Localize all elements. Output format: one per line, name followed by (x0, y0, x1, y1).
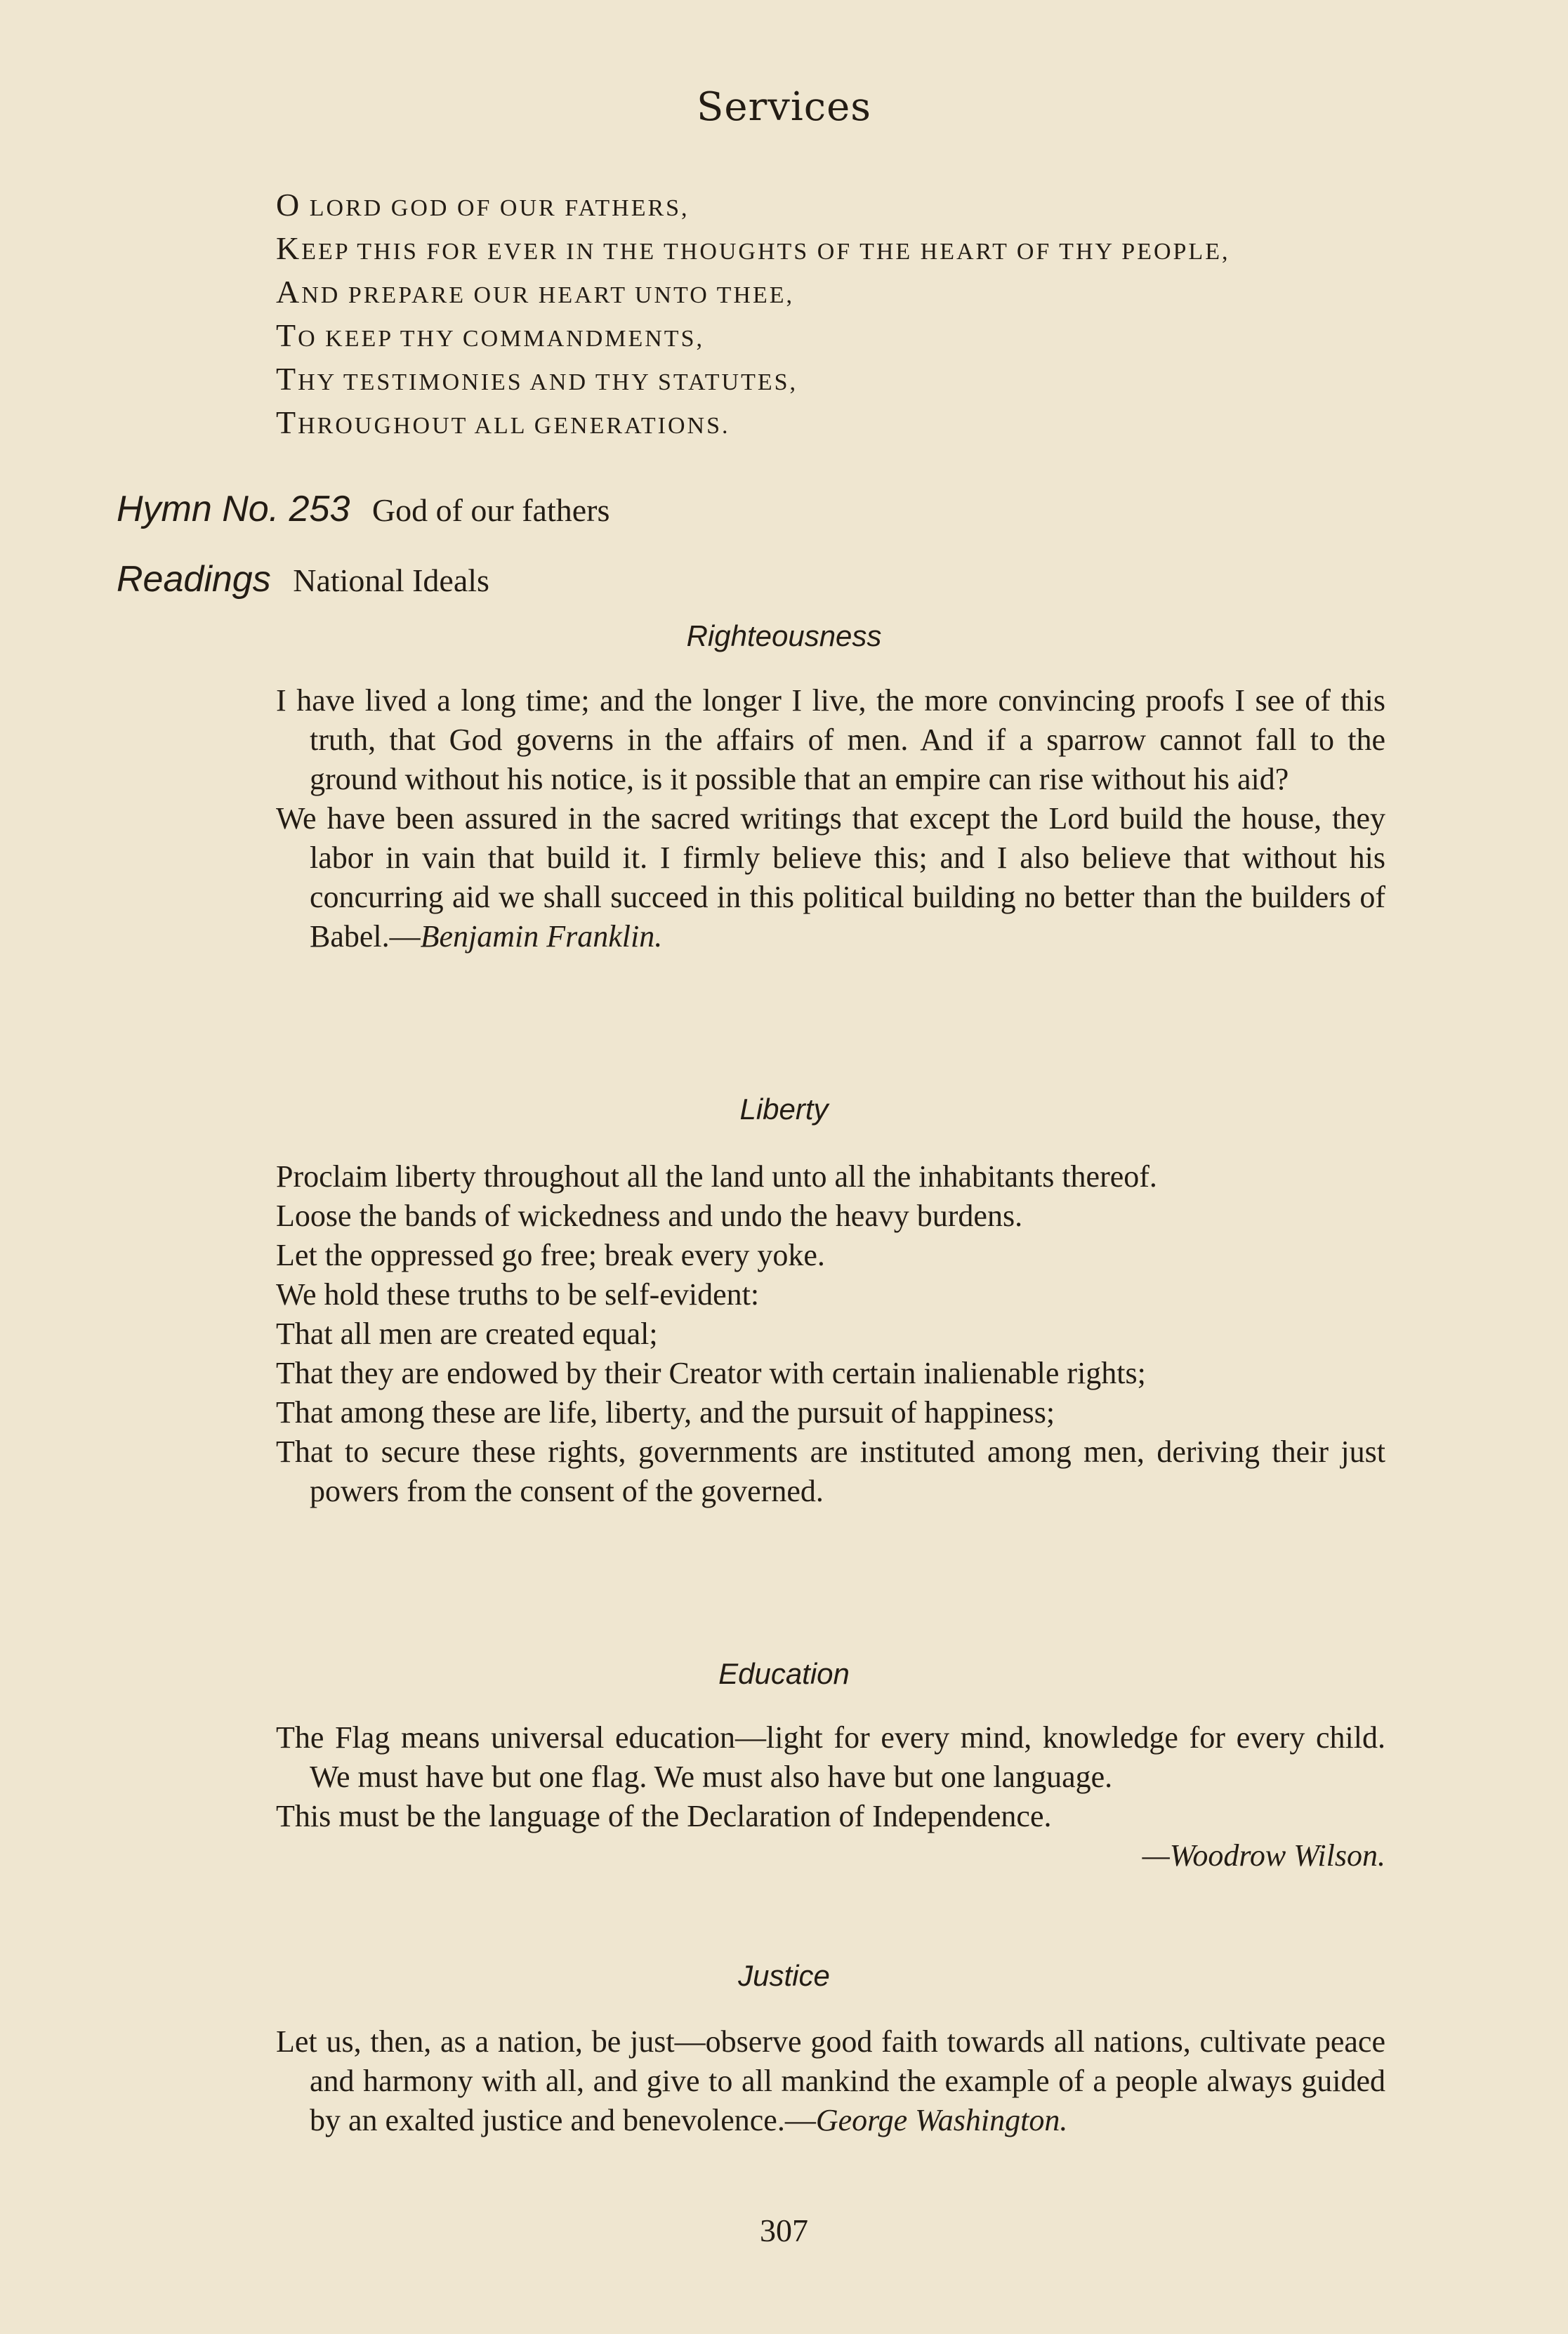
prayer-line: TO KEEP THY COMMANDMENTS, (276, 317, 704, 353)
section-justice (276, 2022, 1385, 2140)
paragraph: That to secure these rights, governments are instituted among men, deriving their just powers from the consent of the governed. (276, 1435, 1385, 1508)
section-righteousness (276, 681, 1385, 956)
prayer-line: KEEP THIS FOR EVER IN THE THOUGHTS OF THE HEART OF THY PEOPLE, (276, 230, 1230, 266)
paragraph: Let us, then, as a nation, be just—observe good faith towards all nations, cultivate peace and harmony with all, and give to all mankind the example of a people always guided by an exalted justice and benevolence.—George Washington. (276, 2024, 1385, 2137)
section-heading: Education (718, 1657, 850, 1690)
section-heading: Righteousness (686, 619, 882, 652)
paragraph: We hold these truths to be self-evident: (276, 1277, 760, 1312)
section-liberty (276, 1157, 1385, 1511)
prayer-line: AND PREPARE OUR HEART UNTO THEE, (276, 274, 794, 310)
paragraph: That all men are created equal; (276, 1317, 658, 1351)
readings-title: National Ideals (293, 562, 489, 598)
section-heading: Liberty (739, 1093, 829, 1126)
attribution: George Washington. (815, 2103, 1068, 2137)
prayer-block (276, 185, 1435, 446)
paragraph: I have lived a long time; and the longer I live, the more convincing proofs I see of this truth, that God governs in the affairs of men. And if a sparrow cannot fall to the ground without his notice, is it possible that an empire can rise without his aid? (276, 683, 1385, 796)
page-number: 307 (760, 2213, 808, 2248)
paragraph: Loose the bands of wickedness and undo the heavy burdens. (276, 1199, 1023, 1233)
paragraph: The Flag means universal education—light for every mind, knowledge for every child. We must have but one flag. We must also have but one language. (276, 1720, 1385, 1794)
readings-label: Readings (117, 559, 271, 600)
section-education (276, 1718, 1385, 1875)
readings-line (117, 558, 489, 600)
paragraph: Let the oppressed go free; break every yoke. (276, 1238, 825, 1272)
paragraph: Proclaim liberty throughout all the land unto all the inhabitants thereof. (276, 1159, 1157, 1194)
section-heading: Justice (738, 1959, 830, 1992)
prayer-line: THY TESTIMONIES AND THY STATUTES, (276, 361, 798, 397)
hymn-title: God of our fathers (371, 492, 610, 528)
hymn-label: Hymn No. 253 (117, 489, 350, 529)
running-head: Services (696, 84, 872, 130)
attribution: Benjamin Franklin. (420, 919, 663, 954)
attribution: —Woodrow Wilson. (1142, 1838, 1385, 1873)
paragraph: We have been assured in the sacred writings that except the Lord build the house, they labor in vain that build it. I firmly believe this; and I also believe that without his concurring aid we shall succeed in this political building no better than the builders of Babel.—Benjamin Franklin. (276, 801, 1385, 954)
hymn-line (117, 488, 610, 530)
paragraph: That they are endowed by their Creator with certain inalienable rights; (276, 1356, 1146, 1390)
paragraph: This must be the language of the Declaration of Independence. (276, 1799, 1052, 1833)
paragraph: That among these are life, liberty, and the pursuit of happiness; (276, 1395, 1055, 1430)
prayer-line: THROUGHOUT ALL GENERATIONS. (276, 404, 730, 440)
prayer-line: O LORD GOD OF OUR FATHERS, (276, 187, 690, 223)
